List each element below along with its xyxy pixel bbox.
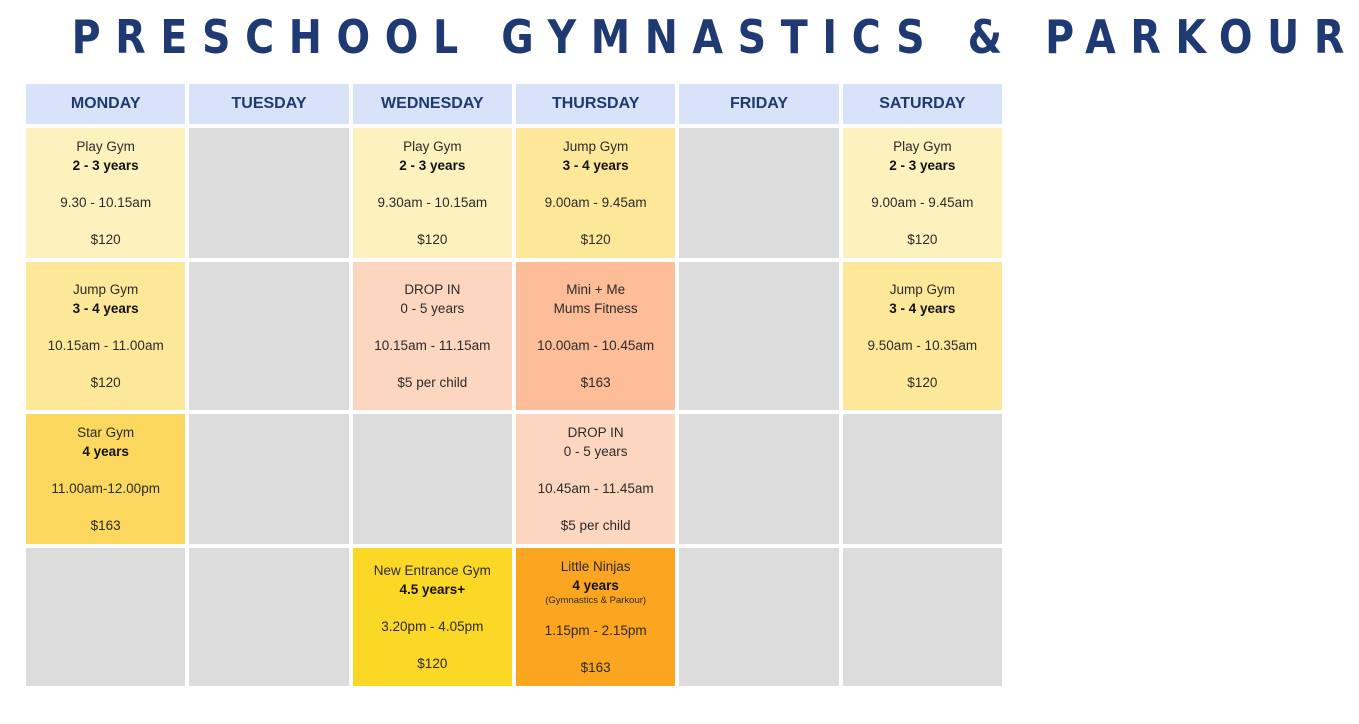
class-price: $120 xyxy=(580,232,611,247)
class-age: 0 - 5 years xyxy=(400,301,465,316)
day-header-monday: MONDAY xyxy=(26,84,185,124)
class-name: Jump Gym xyxy=(563,139,629,154)
class-time: 9.00am - 9.45am xyxy=(871,195,974,210)
class-cell-wednesday-drop-in xyxy=(353,262,512,410)
class-name: Play Gym xyxy=(403,139,462,154)
class-age: 4 years xyxy=(572,578,619,593)
empty-cell xyxy=(843,414,1002,544)
class-cell-monday-play-gym xyxy=(26,128,185,258)
class-time: 9.50am - 10.35am xyxy=(867,338,978,353)
class-name-line2: Mums Fitness xyxy=(553,301,638,316)
class-price: $120 xyxy=(417,656,448,671)
empty-cell xyxy=(189,262,348,410)
class-name: Star Gym xyxy=(77,425,135,440)
class-cell-thursday-jump-gym xyxy=(516,128,675,258)
class-cell-thursday-drop-in xyxy=(516,414,675,544)
class-cell-saturday-play-gym xyxy=(843,128,1002,258)
class-age: 2 - 3 years xyxy=(399,158,466,173)
page-title: PRESCHOOL GYMNASTICS & PARKOUR xyxy=(71,10,1359,64)
class-cell-thursday-mini-me xyxy=(516,262,675,410)
day-header-thursday: THURSDAY xyxy=(516,84,675,124)
class-name: Little Ninjas xyxy=(560,559,631,574)
empty-cell xyxy=(189,128,348,258)
class-age: 0 - 5 years xyxy=(563,444,628,459)
class-name: DROP IN xyxy=(567,425,624,440)
class-age: 3 - 4 years xyxy=(889,301,956,316)
class-price: $120 xyxy=(90,232,121,247)
class-name: Jump Gym xyxy=(73,282,139,297)
class-price: $120 xyxy=(907,375,938,390)
class-time: 10.00am - 10.45am xyxy=(537,338,655,353)
empty-cell xyxy=(843,548,1002,686)
day-header-friday: FRIDAY xyxy=(679,84,838,124)
class-time: 9.30 - 10.15am xyxy=(60,195,152,210)
class-time: 11.00am-12.00pm xyxy=(51,481,160,496)
class-price: $120 xyxy=(417,232,448,247)
class-time: 10.45am - 11.45am xyxy=(537,481,654,496)
class-cell-monday-star-gym xyxy=(26,414,185,544)
class-name: DROP IN xyxy=(404,282,461,297)
empty-cell xyxy=(26,548,185,686)
empty-cell xyxy=(679,414,838,544)
class-cell-saturday-jump-gym xyxy=(843,262,1002,410)
class-note: (Gymnastics & Parkour) xyxy=(545,595,647,606)
day-header-wednesday: WEDNESDAY xyxy=(353,84,512,124)
class-time: 10.15am - 11.00am xyxy=(47,338,164,353)
class-time: 9.00am - 9.45am xyxy=(544,195,647,210)
class-cell-wednesday-new-entrance-gym xyxy=(353,548,512,686)
class-time: 9.30am - 10.15am xyxy=(377,195,488,210)
class-cell-thursday-little-ninjas xyxy=(516,548,675,686)
class-name: New Entrance Gym xyxy=(373,563,491,578)
class-time: 1.15pm - 2.15pm xyxy=(544,623,647,638)
class-name: Mini + Me xyxy=(566,282,626,297)
class-price: $163 xyxy=(90,518,121,533)
empty-cell xyxy=(679,128,838,258)
class-price: $5 per child xyxy=(560,518,631,533)
class-age: 4 years xyxy=(82,444,129,459)
class-price: $163 xyxy=(580,660,611,675)
empty-cell xyxy=(353,414,512,544)
class-price: $120 xyxy=(90,375,121,390)
class-age: 3 - 4 years xyxy=(72,301,139,316)
empty-cell xyxy=(189,548,348,686)
class-price: $120 xyxy=(907,232,938,247)
class-price: $163 xyxy=(580,375,611,390)
day-header-tuesday: TUESDAY xyxy=(189,84,348,124)
empty-cell xyxy=(679,548,838,686)
class-time: 10.15am - 11.15am xyxy=(374,338,491,353)
class-age: 2 - 3 years xyxy=(889,158,956,173)
class-name: Jump Gym xyxy=(889,282,955,297)
class-price: $5 per child xyxy=(397,375,468,390)
class-name: Play Gym xyxy=(893,139,952,154)
class-age: 3 - 4 years xyxy=(562,158,629,173)
timetable-grid xyxy=(26,84,1002,684)
class-cell-wednesday-play-gym xyxy=(353,128,512,258)
class-age: 2 - 3 years xyxy=(72,158,139,173)
class-age: 4.5 years+ xyxy=(399,582,466,597)
class-name: Play Gym xyxy=(76,139,135,154)
day-header-saturday: SATURDAY xyxy=(843,84,1002,124)
empty-cell xyxy=(189,414,348,544)
empty-cell xyxy=(679,262,838,410)
class-time: 3.20pm - 4.05pm xyxy=(381,619,484,634)
class-cell-monday-jump-gym xyxy=(26,262,185,410)
